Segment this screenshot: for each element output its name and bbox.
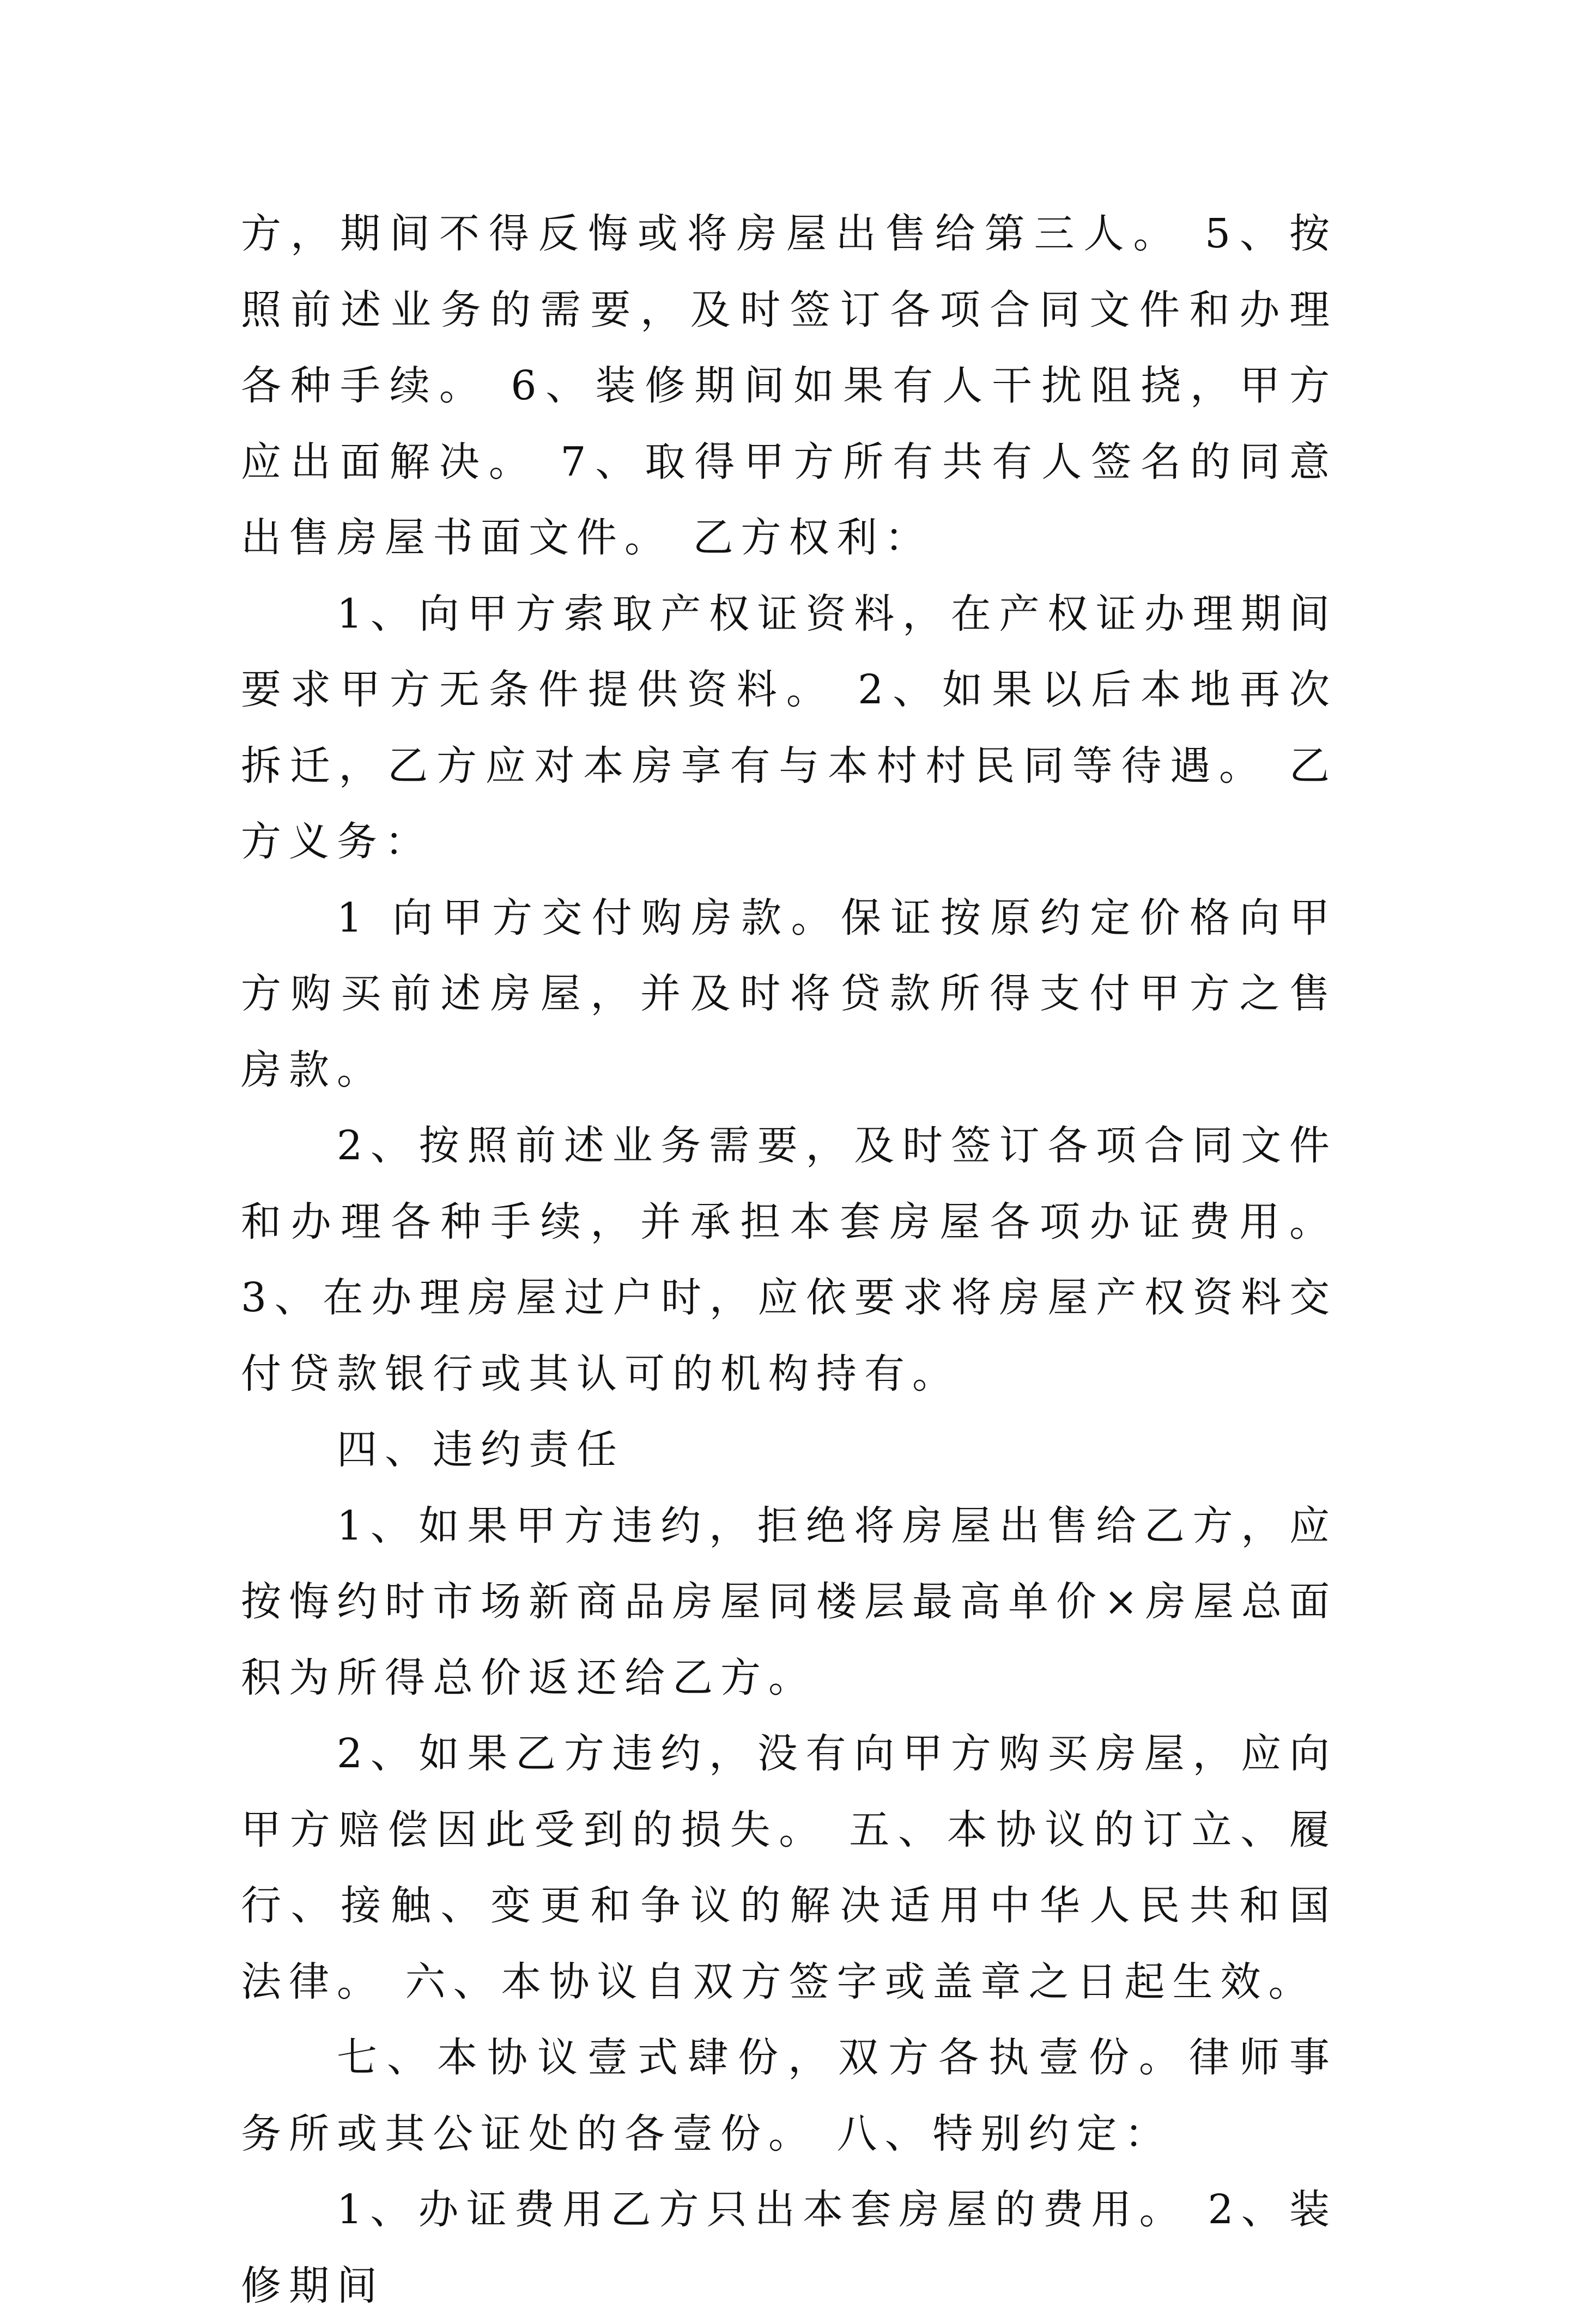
paragraph-seller-obligations-continued: 方，期间不得反悔或将房屋出售给第三人。 5、按照前述业务的需要，及时签订各项合同文件和办理各种手续。 6、装修期间如果有人干扰阻挠，甲方应出面解决。 7、取得甲方所有共有人签名的同意出售房屋书面文件。 乙方权利： [241,210,1337,561]
paragraph-buyer-obligation-2: 2、按照前述业务需要，及时签订各项合同文件和办理各种手续，并承担本套房屋各项办证费用。 3、在办理房屋过户时，应依要求将房屋产权资料交付贷款银行或其认可的机构持有。 [241,1122,1337,1397]
document-body [241,196,1337,2324]
paragraph-copies: 七、本协议壹式肆份，双方各执壹份。律师事务所或其公证处的各壹份。 八、特别约定： [241,2034,1337,2157]
paragraph-special-terms: 1、办证费用乙方只出本套房屋的费用。 2、装修期间 [241,2186,1337,2309]
paragraph-buyer-obligation-1: 1 向甲方交付购房款。保证按原约定价格向甲方购买前述房屋，并及时将贷款所得支付甲方之售房款。 [241,894,1337,1093]
paragraph-buyer-rights: 1、向甲方索取产权证资料，在产权证办理期间要求甲方无条件提供资料。 2、如果以后本地再次拆迁，乙方应对本房享有与本村村民同等待遇。 乙方义务： [241,590,1337,865]
section-heading-breach-liability: 四、违约责任 [337,1426,624,1473]
paragraph-buyer-breach: 2、如果乙方违约，没有向甲方购买房屋，应向甲方赔偿因此受到的损失。 五、本协议的订立、履行、接触、变更和争议的解决适用中华人民共和国法律。 六、本协议自双方签字或盖章之日起生效。 [241,1730,1337,2005]
paragraph-seller-breach: 1、如果甲方违约，拒绝将房屋出售给乙方，应按悔约时市场新商品房屋同楼层最高单价×房屋总面积为所得总价返还给乙方。 [241,1502,1338,1701]
